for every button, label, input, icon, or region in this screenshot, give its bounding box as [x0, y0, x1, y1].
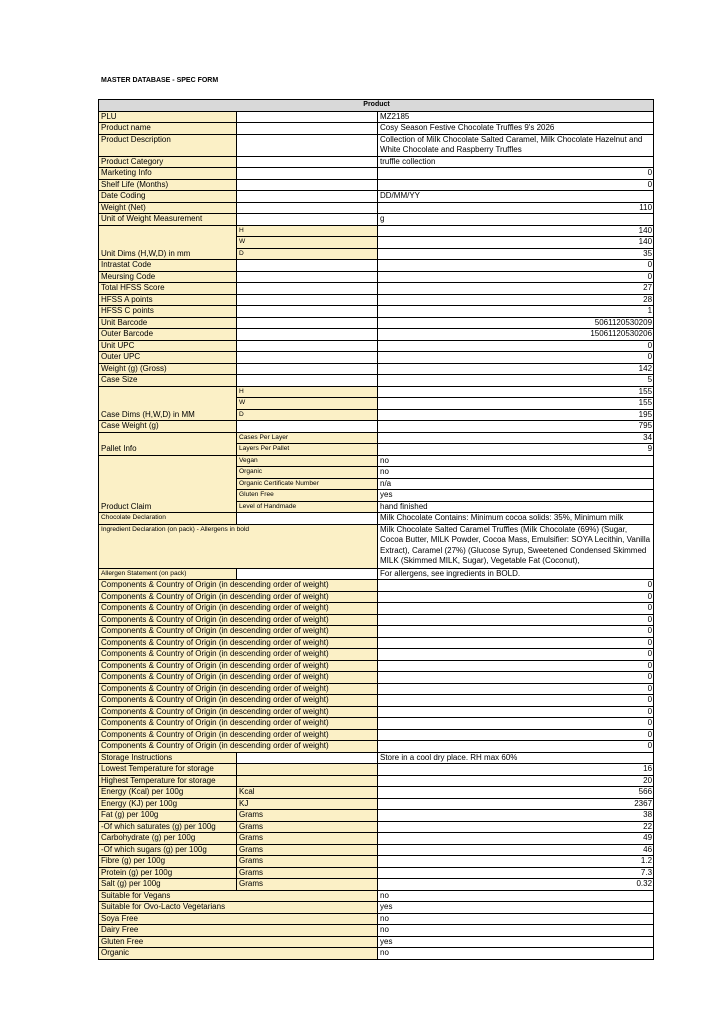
spec-label: Components & Country of Origin (in descending order of weight) [99, 591, 378, 603]
spec-label: Highest Temperature for storage [99, 775, 237, 787]
spec-row [99, 603, 654, 615]
spec-sublabel: Organic [237, 467, 378, 479]
spec-value: no [378, 455, 654, 467]
spec-value: 155 [378, 386, 654, 398]
spec-row [99, 329, 654, 341]
spec-label: Energy (KJ) per 100g [99, 798, 237, 810]
spec-row [99, 179, 654, 191]
spec-label: Outer Barcode [99, 329, 237, 341]
spec-unit: KJ [237, 798, 378, 810]
spec-row [99, 375, 654, 387]
spec-label: Marketing Info [99, 168, 237, 180]
spec-label: Unit Barcode [99, 317, 237, 329]
spec-unit [237, 294, 378, 306]
spec-label: Weight (Net) [99, 202, 237, 214]
spec-label: -Of which sugars (g) per 100g [99, 844, 237, 856]
spec-value: 38 [378, 810, 654, 822]
spec-label: Ingredient Declaration (on pack) - Allergens in bold [99, 524, 378, 568]
spec-value: no [378, 467, 654, 479]
spec-value: 20 [378, 775, 654, 787]
spec-unit [237, 363, 378, 375]
spec-value: yes [378, 902, 654, 914]
spec-row [99, 890, 654, 902]
spec-value: 0 [378, 271, 654, 283]
spec-unit [237, 191, 378, 203]
spec-label: Components & Country of Origin (in descending order of weight) [99, 614, 378, 626]
spec-sublabel: Vegan [237, 455, 378, 467]
spec-row [99, 352, 654, 364]
spec-row [99, 271, 654, 283]
spec-unit [237, 306, 378, 318]
spec-label: Fat (g) per 100g [99, 810, 237, 822]
spec-label: Components & Country of Origin (in descending order of weight) [99, 683, 378, 695]
spec-unit [237, 202, 378, 214]
spec-label: Components & Country of Origin (in descending order of weight) [99, 741, 378, 753]
spec-value: 0 [378, 695, 654, 707]
spec-label: Unit of Weight Measurement [99, 214, 237, 226]
spec-label: Components & Country of Origin (in descending order of weight) [99, 626, 378, 638]
spec-value: g [378, 214, 654, 226]
spec-sublabel: Level of Handmade [237, 501, 378, 513]
spec-row [99, 867, 654, 879]
spec-value: 49 [378, 833, 654, 845]
spec-value: hand finished [378, 501, 654, 513]
spec-unit: Grams [237, 810, 378, 822]
spec-label: HFSS A points [99, 294, 237, 306]
spec-table-body [99, 100, 654, 960]
spec-label: Dairy Free [99, 925, 378, 937]
spec-label: Components & Country of Origin (in descending order of weight) [99, 672, 378, 684]
section-header-row [99, 100, 654, 112]
spec-row [99, 752, 654, 764]
spec-unit [237, 421, 378, 433]
spec-sublabel: W [237, 237, 378, 249]
spec-row [99, 283, 654, 295]
spec-value: 0 [378, 260, 654, 272]
spec-value: 28 [378, 294, 654, 306]
spec-unit [237, 513, 378, 525]
spec-label: Product Description [99, 134, 237, 156]
spec-row [99, 741, 654, 753]
spec-row [99, 948, 654, 960]
spec-value: 0 [378, 580, 654, 592]
spec-unit [237, 179, 378, 191]
spec-value: 0 [378, 672, 654, 684]
spec-unit: Grams [237, 821, 378, 833]
spec-value: 22 [378, 821, 654, 833]
spec-value: no [378, 890, 654, 902]
spec-label: HFSS C points [99, 306, 237, 318]
spec-value: 110 [378, 202, 654, 214]
spec-label: Lowest Temperature for storage [99, 764, 237, 776]
spec-unit [237, 317, 378, 329]
spec-row [99, 614, 654, 626]
spec-label: Salt (g) per 100g [99, 879, 237, 891]
spec-label: Suitable for Vegans [99, 890, 378, 902]
spec-row [99, 202, 654, 214]
spec-row [99, 718, 654, 730]
spec-row [99, 706, 654, 718]
spec-value: 155 [378, 398, 654, 410]
spec-value: MZ2185 [378, 111, 654, 123]
spec-row [99, 821, 654, 833]
spec-value: truffle collection [378, 156, 654, 168]
spec-unit [237, 775, 378, 787]
spec-value: 27 [378, 283, 654, 295]
spec-sublabel: Organic Certificate Number [237, 478, 378, 490]
spec-row [99, 879, 654, 891]
spec-label: PLU [99, 111, 237, 123]
spec-label: Energy (Kcal) per 100g [99, 787, 237, 799]
spec-label: Product Category [99, 156, 237, 168]
spec-unit [237, 340, 378, 352]
spec-row [99, 683, 654, 695]
spec-value: no [378, 948, 654, 960]
spec-label: Product name [99, 123, 237, 135]
spec-unit: Grams [237, 844, 378, 856]
spec-value: 0 [378, 626, 654, 638]
spec-unit: Grams [237, 856, 378, 868]
spec-value: 0 [378, 179, 654, 191]
spec-value: 5 [378, 375, 654, 387]
spec-sublabel: D [237, 409, 378, 421]
spec-label: Protein (g) per 100g [99, 867, 237, 879]
spec-value: 0.32 [378, 879, 654, 891]
spec-value: 0 [378, 729, 654, 741]
spec-row [99, 156, 654, 168]
spec-row [99, 787, 654, 799]
spec-value: DD/MM/YY [378, 191, 654, 203]
spec-label: Case Weight (g) [99, 421, 237, 433]
spec-value: yes [378, 936, 654, 948]
spec-unit [237, 283, 378, 295]
spec-row [99, 123, 654, 135]
spec-value: For allergens, see ingredients in BOLD. [378, 568, 654, 580]
spec-row [99, 810, 654, 822]
spec-label: -Of which saturates (g) per 100g [99, 821, 237, 833]
spec-unit [237, 134, 378, 156]
spec-unit [237, 352, 378, 364]
spec-row [99, 317, 654, 329]
spec-value: 2367 [378, 798, 654, 810]
spec-row [99, 637, 654, 649]
spec-value: Collection of Milk Chocolate Salted Caramel, Milk Chocolate Hazelnut and White Chocolate and Raspberry Truffles [378, 134, 654, 156]
spec-row [99, 902, 654, 914]
spec-unit [237, 156, 378, 168]
spec-label: Soya Free [99, 913, 378, 925]
spec-label: Meursing Code [99, 271, 237, 283]
spec-row [99, 191, 654, 203]
spec-label: Date Coding [99, 191, 237, 203]
spec-unit [237, 375, 378, 387]
spec-value: 195 [378, 409, 654, 421]
spec-unit [237, 764, 378, 776]
spec-label: Total HFSS Score [99, 283, 237, 295]
spec-label: Organic [99, 948, 378, 960]
spec-value: yes [378, 490, 654, 502]
spec-label: Components & Country of Origin (in descending order of weight) [99, 706, 378, 718]
spec-unit: Grams [237, 833, 378, 845]
spec-value: no [378, 925, 654, 937]
spec-label: Gluten Free [99, 936, 378, 948]
section-title: Product [99, 100, 654, 112]
spec-value: n/a [378, 478, 654, 490]
spec-unit [237, 271, 378, 283]
form-title: MASTER DATABASE - SPEC FORM [101, 77, 219, 84]
spec-value: 0 [378, 614, 654, 626]
spec-row [99, 844, 654, 856]
spec-label: Components & Country of Origin (in descending order of weight) [99, 603, 378, 615]
spec-value: 140 [378, 225, 654, 237]
spec-value: 5061120530209 [378, 317, 654, 329]
spec-row [99, 925, 654, 937]
spec-table [98, 99, 654, 960]
spec-row [99, 168, 654, 180]
spec-value: Cosy Season Festive Chocolate Truffles 9's 2026 [378, 123, 654, 135]
spec-label: Components & Country of Origin (in descending order of weight) [99, 649, 378, 661]
spec-value: 7.3 [378, 867, 654, 879]
spec-value: 1 [378, 306, 654, 318]
spec-row [99, 111, 654, 123]
spec-label: Carbohydrate (g) per 100g [99, 833, 237, 845]
spec-value: 9 [378, 444, 654, 456]
spec-row [99, 455, 654, 467]
spec-label: Components & Country of Origin (in descending order of weight) [99, 580, 378, 592]
spec-row [99, 260, 654, 272]
spec-row [99, 513, 654, 525]
spec-label: Unit Dims (H,W,D) in mm [99, 225, 237, 260]
spec-row [99, 856, 654, 868]
spec-unit: Kcal [237, 787, 378, 799]
spec-unit: Grams [237, 879, 378, 891]
spec-label: Outer UPC [99, 352, 237, 364]
spec-sublabel: H [237, 386, 378, 398]
spec-label: Weight (g) (Gross) [99, 363, 237, 375]
spec-row [99, 432, 654, 444]
spec-sublabel: H [237, 225, 378, 237]
spec-row [99, 649, 654, 661]
spec-row [99, 225, 654, 237]
spec-label: Case Dims (H,W,D) in MM [99, 386, 237, 421]
spec-value: 0 [378, 603, 654, 615]
spec-value: 16 [378, 764, 654, 776]
spec-unit [237, 123, 378, 135]
spec-sublabel: Gluten Free [237, 490, 378, 502]
spec-sublabel: D [237, 248, 378, 260]
spec-label: Chocolate Declaration [99, 513, 237, 525]
spec-value: 46 [378, 844, 654, 856]
spec-label: Shelf Life (Months) [99, 179, 237, 191]
spec-value: 0 [378, 741, 654, 753]
spec-row [99, 798, 654, 810]
spec-value: 795 [378, 421, 654, 433]
spec-value: 0 [378, 649, 654, 661]
spec-label: Unit UPC [99, 340, 237, 352]
spec-label: Storage Instructions [99, 752, 237, 764]
spec-label: Allergen Statement (on pack) [99, 568, 237, 580]
spec-row [99, 695, 654, 707]
spec-sublabel: W [237, 398, 378, 410]
spec-row [99, 134, 654, 156]
spec-unit [237, 329, 378, 341]
spec-row [99, 913, 654, 925]
spec-row [99, 340, 654, 352]
spec-value: 0 [378, 352, 654, 364]
spec-value: 0 [378, 168, 654, 180]
spec-value: 566 [378, 787, 654, 799]
spec-value: 34 [378, 432, 654, 444]
spec-value: 0 [378, 637, 654, 649]
spec-row [99, 764, 654, 776]
spec-row [99, 386, 654, 398]
spec-unit: Grams [237, 867, 378, 879]
spec-unit [237, 568, 378, 580]
spec-label: Intrastat Code [99, 260, 237, 272]
spec-value: 1.2 [378, 856, 654, 868]
spec-row [99, 214, 654, 226]
spec-unit [237, 260, 378, 272]
spec-unit [237, 214, 378, 226]
spec-row [99, 524, 654, 568]
spec-row [99, 421, 654, 433]
spec-value: 0 [378, 683, 654, 695]
spec-row [99, 672, 654, 684]
spec-unit [237, 111, 378, 123]
spec-unit [237, 752, 378, 764]
spec-value: 140 [378, 237, 654, 249]
spec-row [99, 775, 654, 787]
spec-label: Components & Country of Origin (in descending order of weight) [99, 660, 378, 672]
spec-sublabel: Layers Per Pallet [237, 444, 378, 456]
spec-label: Components & Country of Origin (in descending order of weight) [99, 729, 378, 741]
spec-label: Suitable for Ovo-Lacto Vegetarians [99, 902, 378, 914]
spec-row [99, 591, 654, 603]
spec-value: 142 [378, 363, 654, 375]
spec-label: Product Claim [99, 455, 237, 513]
spec-row [99, 936, 654, 948]
spec-row [99, 626, 654, 638]
spec-value: Store in a cool dry place. RH max 60% [378, 752, 654, 764]
spec-row [99, 580, 654, 592]
spec-value: 0 [378, 718, 654, 730]
spec-row [99, 363, 654, 375]
spec-value: no [378, 913, 654, 925]
spec-row [99, 294, 654, 306]
spec-row [99, 568, 654, 580]
spec-row [99, 729, 654, 741]
spec-value: 15061120530206 [378, 329, 654, 341]
spec-row [99, 660, 654, 672]
spec-unit [237, 168, 378, 180]
spec-value: Milk Chocolate Contains: Minimum cocoa solids: 35%, Minimum milk [378, 513, 654, 525]
spec-sublabel: Cases Per Layer [237, 432, 378, 444]
spec-label: Pallet Info [99, 432, 237, 455]
spec-value: 0 [378, 340, 654, 352]
spec-value: 0 [378, 660, 654, 672]
spec-row [99, 833, 654, 845]
spec-label: Fibre (g) per 100g [99, 856, 237, 868]
spec-label: Components & Country of Origin (in descending order of weight) [99, 695, 378, 707]
spec-value: 0 [378, 591, 654, 603]
spec-value: 35 [378, 248, 654, 260]
spec-value: Milk Chocolate Salted Caramel Truffles (Milk Chocolate (69%) (Sugar, Cocoa Butter, MILK Powder, Cocoa Mass, Emulsifier: SOYA Lecithin, Vanilla Extract), Caramel (27%) (Glucose Syrup, Sweetened Condensed Skimmed MILK (Skimmed MILK, Sugar), Vegetable Fat (Coconut), [378, 524, 654, 568]
spec-label: Case Size [99, 375, 237, 387]
spec-label: Components & Country of Origin (in descending order of weight) [99, 718, 378, 730]
spec-value: 0 [378, 706, 654, 718]
spec-label: Components & Country of Origin (in descending order of weight) [99, 637, 378, 649]
spec-row [99, 306, 654, 318]
